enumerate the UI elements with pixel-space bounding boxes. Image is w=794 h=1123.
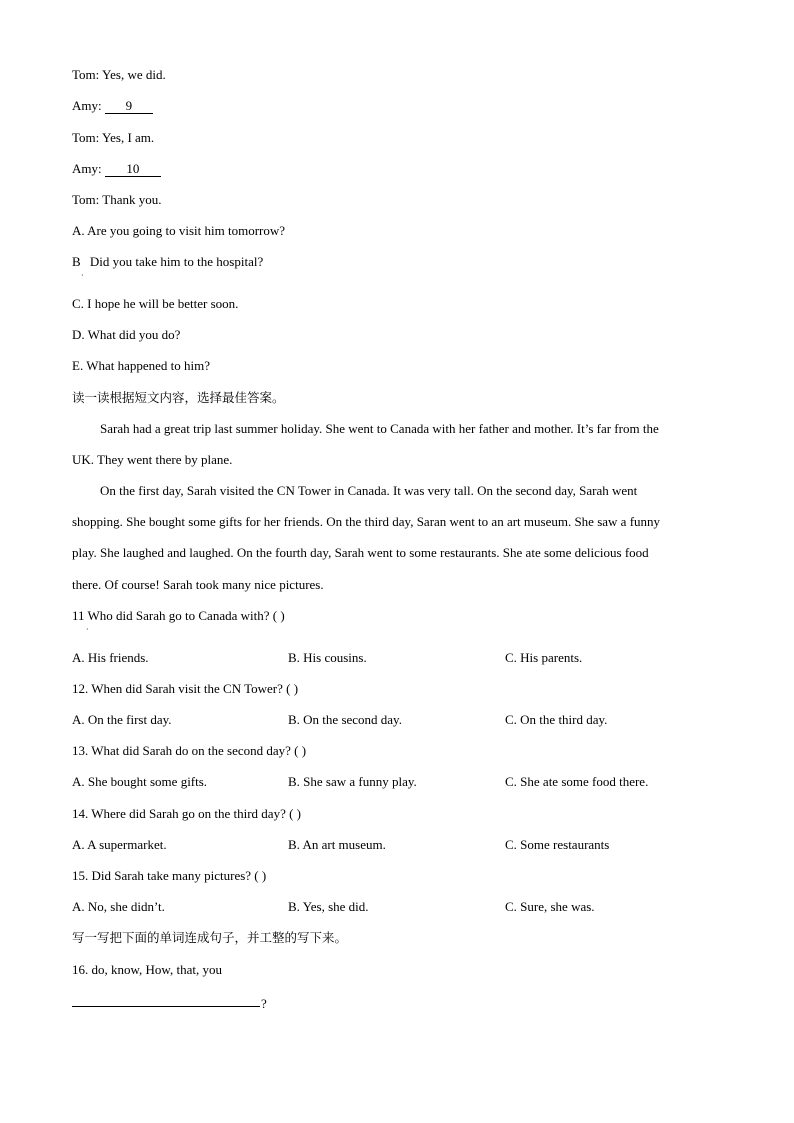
question-14-stem: 14. Where did Sarah go on the third day? ( ) bbox=[72, 806, 301, 821]
reading-instruction: 读一读根据短文内容，选择最佳答案。 bbox=[72, 390, 285, 405]
question-12-option-a[interactable]: A. On the first day. bbox=[72, 712, 172, 727]
question-14-option-c[interactable]: C. Some restaurants bbox=[505, 837, 610, 852]
question-15-option-c[interactable]: C. Sure, she was. bbox=[505, 899, 595, 914]
blank-10[interactable]: 10 bbox=[105, 162, 161, 177]
stray-dot-mark: · bbox=[81, 271, 84, 280]
question-12-stem: 12. When did Sarah visit the CN Tower? ( ) bbox=[72, 681, 299, 696]
question-15-option-a[interactable]: A. No, she didn’t. bbox=[72, 899, 165, 914]
question-14-option-a[interactable]: A. A supermarket. bbox=[72, 837, 167, 852]
question-14-option-b[interactable]: B. An art museum. bbox=[288, 837, 386, 852]
speaker-label: Amy: bbox=[72, 161, 102, 176]
writing-instruction: 写一写把下面的单词连成句子，并工整的写下来。 bbox=[72, 930, 348, 945]
question-13-stem: 13. What did Sarah do on the second day? ( ) bbox=[72, 743, 307, 758]
reading-paragraph-2-line-3: play. She laughed and laughed. On the fourth day, Sarah went to some restaurants. She ate some delicious food bbox=[72, 545, 649, 560]
dialogue-option-a: A. Are you going to visit him tomorrow? bbox=[72, 223, 286, 238]
reading-paragraph-2-line-2: shopping. She bought some gifts for her friends. On the third day, Saran went to an art museum. She saw a funny bbox=[72, 514, 661, 529]
question-15-option-b[interactable]: B. Yes, she did. bbox=[288, 899, 369, 914]
stray-dot-mark: · bbox=[86, 625, 89, 634]
reading-paragraph-2-line-1: On the first day, Sarah visited the CN Tower in Canada. It was very tall. On the second day, Sarah went bbox=[100, 483, 638, 498]
dialogue-line-amy-9 bbox=[72, 98, 153, 114]
question-11-option-c[interactable]: C. His parents. bbox=[505, 650, 583, 665]
reading-paragraph-2-line-4: there. Of course! Sarah took many nice pictures. bbox=[72, 577, 324, 592]
question-13-option-a[interactable]: A. She bought some gifts. bbox=[72, 774, 208, 789]
blank-9[interactable]: 9 bbox=[105, 99, 153, 114]
question-11-option-a[interactable]: A. His friends. bbox=[72, 650, 149, 665]
option-text: Did you take him to the hospital? bbox=[89, 254, 264, 269]
question-12-option-c[interactable]: C. On the third day. bbox=[505, 712, 608, 727]
dialogue-option-b bbox=[72, 254, 263, 270]
question-11-option-b[interactable]: B. His cousins. bbox=[288, 650, 367, 665]
question-16-answer-line[interactable] bbox=[72, 1005, 260, 1007]
dialogue-option-e: E. What happened to him? bbox=[72, 358, 211, 373]
dialogue-option-d: D. What did you do? bbox=[72, 327, 181, 342]
question-13-option-b[interactable]: B. She saw a funny play. bbox=[288, 774, 417, 789]
question-11-stem: 11 Who did Sarah go to Canada with? ( ) bbox=[72, 608, 285, 623]
dialogue-line-amy-10 bbox=[72, 161, 161, 177]
question-16-question-mark: ? bbox=[261, 996, 267, 1011]
dialogue-option-c: C. I hope he will be better soon. bbox=[72, 296, 239, 311]
question-16-words: 16. do, know, How, that, you bbox=[72, 962, 222, 977]
dialogue-line-tom-1: Tom: Yes, we did. bbox=[72, 67, 166, 82]
speaker-label: Amy: bbox=[72, 98, 102, 113]
reading-paragraph-1-line-2: UK. They went there by plane. bbox=[72, 452, 233, 467]
option-letter: B bbox=[72, 254, 81, 269]
dialogue-line-tom-3: Tom: Thank you. bbox=[72, 192, 162, 207]
question-12-option-b[interactable]: B. On the second day. bbox=[288, 712, 402, 727]
dialogue-line-tom-2: Tom: Yes, I am. bbox=[72, 130, 155, 145]
question-13-option-c[interactable]: C. She ate some food there. bbox=[505, 774, 649, 789]
question-15-stem: 15. Did Sarah take many pictures? ( ) bbox=[72, 868, 267, 883]
reading-paragraph-1-line-1: Sarah had a great trip last summer holiday. She went to Canada with her father and mother. It’s far from the bbox=[100, 421, 659, 436]
